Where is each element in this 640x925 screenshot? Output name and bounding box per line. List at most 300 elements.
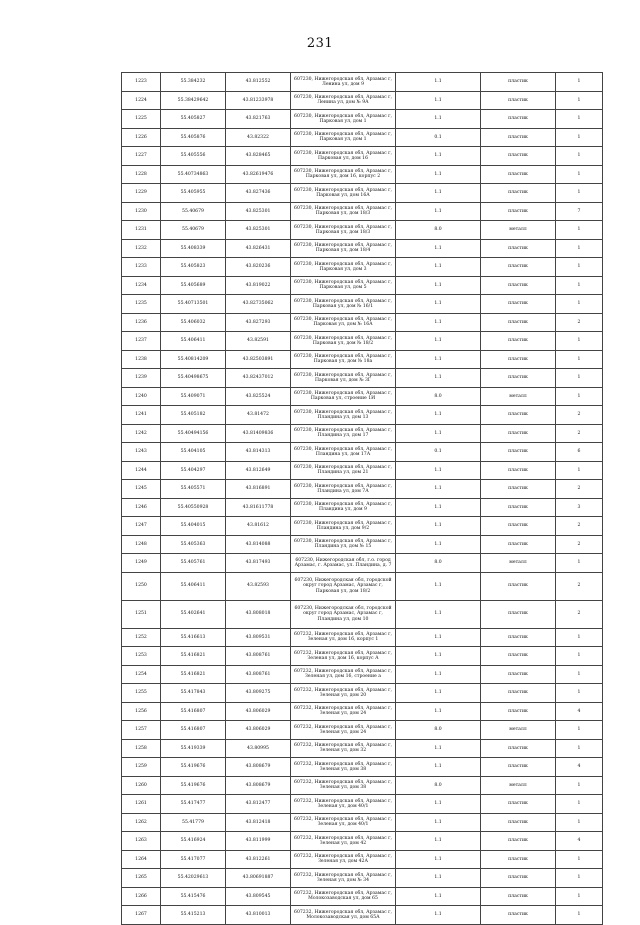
- address-cell: 607232, Нижегородская обл, Арзамас г, Зеленая ул, дом 38: [291, 758, 396, 777]
- longitude-cell: 43.808761: [226, 665, 291, 684]
- longitude-cell: 43.820236: [226, 258, 291, 277]
- longitude-cell: 43.806029: [226, 721, 291, 740]
- address-cell: 607230, Нижегородская обл, Арзамас г, Парковая ул, дом № 18а: [291, 350, 396, 369]
- table-row: [122, 424, 603, 443]
- container-volume-cell: 1.1: [396, 600, 481, 628]
- container-material-cell: металл: [481, 554, 556, 573]
- row-number: 1258: [122, 739, 161, 758]
- container-count-cell: 1: [556, 721, 603, 740]
- longitude-cell: 43.827436: [226, 184, 291, 203]
- container-count-cell: 3: [556, 498, 603, 517]
- longitude-cell: 43.81409836: [226, 424, 291, 443]
- latitude-cell: 55.404015: [161, 517, 226, 536]
- container-count-cell: 1: [556, 276, 603, 295]
- row-number: 1259: [122, 758, 161, 777]
- row-number: 1240: [122, 387, 161, 406]
- container-volume-cell: 1.1: [396, 869, 481, 888]
- latitude-cell: 55.384232: [161, 73, 226, 92]
- table-row: [122, 443, 603, 462]
- table-row: [122, 91, 603, 110]
- address-cell: 607232, Нижегородская обл, Арзамас г, Зеленая ул, дом 16, корпус 1: [291, 628, 396, 647]
- address-cell: 607232, Нижегородская обл, Арзамас г, Зеленая ул, дом 24: [291, 721, 396, 740]
- container-count-cell: 1: [556, 813, 603, 832]
- row-number: 1234: [122, 276, 161, 295]
- address-cell: 607230, Нижегородская обл, городской округ город Арзамас, Арзамас г, Пландина ул, дом 10: [291, 600, 396, 628]
- address-cell: 607232, Нижегородская обл, Арзамас г, Зеленая ул, дом 16, корпус А: [291, 647, 396, 666]
- address-cell: 607230, Нижегородская обл, Арзамас г, Парковая ул, дом 16: [291, 147, 396, 166]
- container-volume-cell: 1.1: [396, 628, 481, 647]
- table-row: [122, 295, 603, 314]
- container-sites-table: [121, 72, 603, 925]
- container-count-cell: 1: [556, 795, 603, 814]
- table-row: [122, 739, 603, 758]
- row-number: 1253: [122, 647, 161, 666]
- container-material-cell: пластик: [481, 813, 556, 832]
- latitude-cell: 55.404105: [161, 443, 226, 462]
- container-volume-cell: 1.1: [396, 258, 481, 277]
- row-number: 1227: [122, 147, 161, 166]
- container-material-cell: пластик: [481, 313, 556, 332]
- container-material-cell: пластик: [481, 850, 556, 869]
- container-volume-cell: 1.1: [396, 184, 481, 203]
- container-count-cell: 1: [556, 554, 603, 573]
- container-volume-cell: 1.1: [396, 461, 481, 480]
- latitude-cell: 55.40494156: [161, 424, 226, 443]
- table-row: [122, 665, 603, 684]
- container-material-cell: пластик: [481, 276, 556, 295]
- container-count-cell: 1: [556, 647, 603, 666]
- container-count-cell: 2: [556, 572, 603, 600]
- table-row: [122, 517, 603, 536]
- container-count-cell: 1: [556, 628, 603, 647]
- latitude-cell: 55.416821: [161, 665, 226, 684]
- table-row: [122, 850, 603, 869]
- address-cell: 607232, Нижегородская обл, Арзамас г, Зеленая ул, дом 20: [291, 684, 396, 703]
- address-cell: 607230, Нижегородская обл, городской округ город Арзамас, Арзамас г, Парковая ул, дом 18/2: [291, 572, 396, 600]
- table-row: [122, 572, 603, 600]
- latitude-cell: 55.416807: [161, 721, 226, 740]
- container-count-cell: 7: [556, 202, 603, 221]
- container-count-cell: 2: [556, 517, 603, 536]
- table-row: [122, 869, 603, 888]
- container-material-cell: пластик: [481, 110, 556, 129]
- container-volume-cell: 1.1: [396, 850, 481, 869]
- row-number: 1237: [122, 332, 161, 351]
- address-cell: 607230, Нижегородская обл, Арзамас г, Парковая ул, дом 16, корпус 2: [291, 165, 396, 184]
- address-cell: 607230, Нижегородская обл, Арзамас г, Пландина ул, дом 17: [291, 424, 396, 443]
- container-material-cell: пластик: [481, 887, 556, 906]
- longitude-cell: 43.814088: [226, 535, 291, 554]
- container-material-cell: пластик: [481, 295, 556, 314]
- row-number: 1261: [122, 795, 161, 814]
- longitude-cell: 43.82619476: [226, 165, 291, 184]
- longitude-cell: 43.812477: [226, 795, 291, 814]
- address-cell: 607232, Нижегородская обл, Арзамас г, Зеленая ул, дом № 34: [291, 869, 396, 888]
- latitude-cell: 55.405823: [161, 258, 226, 277]
- page-number: 231: [306, 36, 334, 51]
- container-volume-cell: 1.1: [396, 498, 481, 517]
- latitude-cell: 55.42029613: [161, 869, 226, 888]
- container-material-cell: металл: [481, 387, 556, 406]
- row-number: 1242: [122, 424, 161, 443]
- row-number: 1244: [122, 461, 161, 480]
- table-row: [122, 600, 603, 628]
- latitude-cell: 55.416924: [161, 832, 226, 851]
- table-row: [122, 369, 603, 388]
- row-number: 1228: [122, 165, 161, 184]
- latitude-cell: 55.405182: [161, 406, 226, 425]
- container-material-cell: пластик: [481, 165, 556, 184]
- latitude-cell: 55.416821: [161, 647, 226, 666]
- address-cell: 607230, Нижегородская обл, Арзамас г, Парковая ул, дом 16А: [291, 184, 396, 203]
- longitude-cell: 43.825301: [226, 221, 291, 240]
- container-material-cell: пластик: [481, 795, 556, 814]
- address-cell: 607230, Нижегородская обл, Арзамас г, Парковая ул, дом № 16А: [291, 313, 396, 332]
- container-volume-cell: 1.1: [396, 832, 481, 851]
- container-volume-cell: 8.0: [396, 387, 481, 406]
- container-volume-cell: 1.1: [396, 91, 481, 110]
- address-cell: 607230, Нижегородская обл, Арзамас г, Пландина ул, дом 9/2: [291, 517, 396, 536]
- longitude-cell: 43.826431: [226, 239, 291, 258]
- table-row: [122, 906, 603, 925]
- container-material-cell: пластик: [481, 147, 556, 166]
- table-row: [122, 221, 603, 240]
- container-material-cell: пластик: [481, 517, 556, 536]
- latitude-cell: 55.416807: [161, 702, 226, 721]
- table-row: [122, 239, 603, 258]
- container-material-cell: пластик: [481, 202, 556, 221]
- container-volume-cell: 1.1: [396, 758, 481, 777]
- container-material-cell: пластик: [481, 128, 556, 147]
- container-count-cell: 1: [556, 776, 603, 795]
- container-material-cell: пластик: [481, 258, 556, 277]
- address-cell: 607232, Нижегородская обл, Арзамас г, Зеленая ул, дом 16, строение а: [291, 665, 396, 684]
- container-count-cell: 1: [556, 850, 603, 869]
- address-cell: 607230, Нижегородская обл, Арзамас г, Парковая ул, дом 5: [291, 276, 396, 295]
- container-count-cell: 1: [556, 165, 603, 184]
- row-number: 1255: [122, 684, 161, 703]
- container-volume-cell: 1.1: [396, 73, 481, 92]
- row-number: 1267: [122, 906, 161, 925]
- table-row: [122, 406, 603, 425]
- longitude-cell: 43.825301: [226, 202, 291, 221]
- address-cell: 607230, Нижегородская обл, Арзамас г, Парковая ул, дом 1: [291, 110, 396, 129]
- latitude-cell: 55.409071: [161, 387, 226, 406]
- container-material-cell: пластик: [481, 600, 556, 628]
- container-material-cell: пластик: [481, 869, 556, 888]
- container-material-cell: пластик: [481, 184, 556, 203]
- longitude-cell: 43.811999: [226, 832, 291, 851]
- address-cell: 607230, Нижегородская обл, Арзамас г, Ленина ул, дом № 9А: [291, 91, 396, 110]
- container-material-cell: пластик: [481, 906, 556, 925]
- row-number: 1256: [122, 702, 161, 721]
- row-number: 1263: [122, 832, 161, 851]
- container-material-cell: пластик: [481, 332, 556, 351]
- longitude-cell: 43.821763: [226, 110, 291, 129]
- container-count-cell: 1: [556, 387, 603, 406]
- latitude-cell: 55.416613: [161, 628, 226, 647]
- longitude-cell: 43.809531: [226, 628, 291, 647]
- row-number: 1235: [122, 295, 161, 314]
- container-volume-cell: 1.1: [396, 517, 481, 536]
- table-row: [122, 258, 603, 277]
- container-count-cell: 1: [556, 684, 603, 703]
- container-volume-cell: 1.1: [396, 702, 481, 721]
- latitude-cell: 55.415476: [161, 887, 226, 906]
- longitude-cell: 43.81472: [226, 406, 291, 425]
- longitude-cell: 43.81233978: [226, 91, 291, 110]
- container-volume-cell: 0.1: [396, 443, 481, 462]
- latitude-cell: 55.38429642: [161, 91, 226, 110]
- address-cell: 607232, Нижегородская обл, Арзамас г, Зеленая ул, дом 42: [291, 832, 396, 851]
- table-row: [122, 147, 603, 166]
- container-count-cell: 2: [556, 424, 603, 443]
- latitude-cell: 55.40679: [161, 202, 226, 221]
- longitude-cell: 43.82503891: [226, 350, 291, 369]
- table-row: [122, 128, 603, 147]
- container-count-cell: 1: [556, 221, 603, 240]
- container-count-cell: 2: [556, 480, 603, 499]
- address-cell: 607230, Нижегородская обл, Арзамас г, Парковая ул, дом 18/3: [291, 202, 396, 221]
- address-cell: 607232, Нижегородская обл, Арзамас г, Зеленая ул, дом 40/1: [291, 813, 396, 832]
- row-number: 1224: [122, 91, 161, 110]
- longitude-cell: 43.817493: [226, 554, 291, 573]
- longitude-cell: 43.81611778: [226, 498, 291, 517]
- table-row: [122, 110, 603, 129]
- latitude-cell: 55.405827: [161, 110, 226, 129]
- table-row: [122, 832, 603, 851]
- container-volume-cell: 1.1: [396, 202, 481, 221]
- container-count-cell: 1: [556, 258, 603, 277]
- latitude-cell: 55.419676: [161, 758, 226, 777]
- address-cell: 607230, Нижегородская обл, Арзамас г, Пландина ул, дом 21: [291, 461, 396, 480]
- row-number: 1238: [122, 350, 161, 369]
- longitude-cell: 43.808679: [226, 776, 291, 795]
- row-number: 1245: [122, 480, 161, 499]
- address-cell: 607230, Нижегородская обл, Арзамас г, Пландина ул, дом 13: [291, 406, 396, 425]
- longitude-cell: 43.814313: [226, 443, 291, 462]
- longitude-cell: 43.812261: [226, 850, 291, 869]
- table-row: [122, 387, 603, 406]
- longitude-cell: 43.819022: [226, 276, 291, 295]
- table-row: [122, 480, 603, 499]
- longitude-cell: 43.82593: [226, 572, 291, 600]
- container-volume-cell: 1.1: [396, 332, 481, 351]
- address-cell: 607232, Нижегородская обл, Арзамас г, Молокозаводская ул, дом 65: [291, 887, 396, 906]
- table-row: [122, 554, 603, 573]
- container-count-cell: 1: [556, 110, 603, 129]
- latitude-cell: 55.40498675: [161, 369, 226, 388]
- latitude-cell: 55.40713501: [161, 295, 226, 314]
- container-volume-cell: 0.1: [396, 128, 481, 147]
- longitude-cell: 43.806029: [226, 702, 291, 721]
- container-volume-cell: 1.1: [396, 313, 481, 332]
- container-count-cell: 2: [556, 313, 603, 332]
- longitude-cell: 43.812552: [226, 73, 291, 92]
- row-number: 1248: [122, 535, 161, 554]
- container-count-cell: 1: [556, 461, 603, 480]
- latitude-cell: 55.41779: [161, 813, 226, 832]
- container-count-cell: 1: [556, 350, 603, 369]
- container-count-cell: 6: [556, 443, 603, 462]
- longitude-cell: 43.82322: [226, 128, 291, 147]
- longitude-cell: 43.808018: [226, 600, 291, 628]
- container-volume-cell: 1.1: [396, 665, 481, 684]
- latitude-cell: 55.405363: [161, 535, 226, 554]
- table-row: [122, 165, 603, 184]
- container-volume-cell: 1.1: [396, 906, 481, 925]
- longitude-cell: 43.809275: [226, 684, 291, 703]
- address-cell: 607230, Нижегородская обл, Арзамас г, Пландина ул, дом 7А: [291, 480, 396, 499]
- container-volume-cell: 1.1: [396, 535, 481, 554]
- latitude-cell: 55.408339: [161, 239, 226, 258]
- table-row: [122, 684, 603, 703]
- container-material-cell: пластик: [481, 628, 556, 647]
- longitude-cell: 43.80995: [226, 739, 291, 758]
- container-material-cell: пластик: [481, 832, 556, 851]
- row-number: 1265: [122, 869, 161, 888]
- address-cell: 607230, Нижегородская обл, Арзамас г, Парковая ул, дом 18/4: [291, 239, 396, 258]
- table-row: [122, 313, 603, 332]
- table-row: [122, 350, 603, 369]
- latitude-cell: 55.405689: [161, 276, 226, 295]
- container-material-cell: пластик: [481, 424, 556, 443]
- container-volume-cell: 1.1: [396, 165, 481, 184]
- container-volume-cell: 1.1: [396, 350, 481, 369]
- row-number: 1232: [122, 239, 161, 258]
- container-material-cell: пластик: [481, 443, 556, 462]
- address-cell: 607232, Нижегородская обл, Арзамас г, Зеленая ул, дом 38: [291, 776, 396, 795]
- row-number: 1225: [122, 110, 161, 129]
- container-material-cell: пластик: [481, 461, 556, 480]
- latitude-cell: 55.404297: [161, 461, 226, 480]
- container-volume-cell: 1.1: [396, 739, 481, 758]
- longitude-cell: 43.827293: [226, 313, 291, 332]
- latitude-cell: 55.40814209: [161, 350, 226, 369]
- container-material-cell: пластик: [481, 665, 556, 684]
- container-volume-cell: 1.1: [396, 572, 481, 600]
- latitude-cell: 55.417843: [161, 684, 226, 703]
- table-row: [122, 498, 603, 517]
- container-material-cell: металл: [481, 776, 556, 795]
- row-number: 1243: [122, 443, 161, 462]
- container-count-cell: 1: [556, 184, 603, 203]
- latitude-cell: 55.419676: [161, 776, 226, 795]
- table-row: [122, 776, 603, 795]
- table-row: [122, 332, 603, 351]
- row-number: 1251: [122, 600, 161, 628]
- container-count-cell: 4: [556, 702, 603, 721]
- row-number: 1230: [122, 202, 161, 221]
- container-count-cell: 1: [556, 906, 603, 925]
- container-count-cell: 1: [556, 91, 603, 110]
- container-volume-cell: 1.1: [396, 369, 481, 388]
- table-row: [122, 813, 603, 832]
- container-count-cell: 1: [556, 739, 603, 758]
- address-cell: 607230, Нижегородская обл, Арзамас г, Пландина ул, дом № 15: [291, 535, 396, 554]
- container-count-cell: 1: [556, 128, 603, 147]
- container-volume-cell: 1.1: [396, 813, 481, 832]
- container-count-cell: 1: [556, 369, 603, 388]
- container-count-cell: 1: [556, 73, 603, 92]
- container-count-cell: 2: [556, 600, 603, 628]
- container-count-cell: 4: [556, 758, 603, 777]
- container-volume-cell: 8.0: [396, 776, 481, 795]
- row-number: 1252: [122, 628, 161, 647]
- longitude-cell: 43.81612: [226, 517, 291, 536]
- container-material-cell: металл: [481, 221, 556, 240]
- container-volume-cell: 1.1: [396, 406, 481, 425]
- table-row: [122, 184, 603, 203]
- row-number: 1233: [122, 258, 161, 277]
- longitude-cell: 43.810013: [226, 906, 291, 925]
- container-count-cell: 1: [556, 665, 603, 684]
- container-count-cell: 1: [556, 869, 603, 888]
- container-volume-cell: 1.1: [396, 147, 481, 166]
- table-row: [122, 202, 603, 221]
- container-volume-cell: 8.0: [396, 721, 481, 740]
- container-volume-cell: 1.1: [396, 795, 481, 814]
- container-volume-cell: 1.1: [396, 239, 481, 258]
- latitude-cell: 55.40734863: [161, 165, 226, 184]
- longitude-cell: 43.825524: [226, 387, 291, 406]
- container-volume-cell: 1.1: [396, 647, 481, 666]
- container-count-cell: 2: [556, 535, 603, 554]
- container-material-cell: пластик: [481, 406, 556, 425]
- row-number: 1241: [122, 406, 161, 425]
- row-number: 1246: [122, 498, 161, 517]
- row-number: 1266: [122, 887, 161, 906]
- table-row: [122, 647, 603, 666]
- latitude-cell: 55.40679: [161, 221, 226, 240]
- container-volume-cell: 1.1: [396, 110, 481, 129]
- latitude-cell: 55.415213: [161, 906, 226, 925]
- row-number: 1262: [122, 813, 161, 832]
- latitude-cell: 55.406032: [161, 313, 226, 332]
- address-cell: 607230, Нижегородская обл, Арзамас г, Парковая ул, дом № 16/1: [291, 295, 396, 314]
- row-number: 1236: [122, 313, 161, 332]
- container-volume-cell: 8.0: [396, 554, 481, 573]
- address-cell: 607232, Нижегородская обл, Арзамас г, Зеленая ул, дом 32: [291, 739, 396, 758]
- container-volume-cell: 1.1: [396, 480, 481, 499]
- container-material-cell: пластик: [481, 739, 556, 758]
- table-row: [122, 721, 603, 740]
- table-row: [122, 461, 603, 480]
- container-material-cell: пластик: [481, 702, 556, 721]
- latitude-cell: 55.405955: [161, 184, 226, 203]
- longitude-cell: 43.82735062: [226, 295, 291, 314]
- latitude-cell: 55.40550928: [161, 498, 226, 517]
- latitude-cell: 55.417077: [161, 850, 226, 869]
- latitude-cell: 55.405761: [161, 554, 226, 573]
- container-material-cell: пластик: [481, 647, 556, 666]
- container-count-cell: 1: [556, 332, 603, 351]
- address-cell: 607232, Нижегородская обл, Арзамас г, Зеленая ул, дом 42А: [291, 850, 396, 869]
- latitude-cell: 55.406411: [161, 572, 226, 600]
- table-row: [122, 758, 603, 777]
- row-number: 1264: [122, 850, 161, 869]
- table-row: [122, 535, 603, 554]
- table-row: [122, 276, 603, 295]
- container-material-cell: пластик: [481, 535, 556, 554]
- address-cell: 607232, Нижегородская обл, Арзамас г, Молокозаводская ул, дом 65А: [291, 906, 396, 925]
- container-material-cell: пластик: [481, 572, 556, 600]
- container-material-cell: пластик: [481, 498, 556, 517]
- row-number: 1250: [122, 572, 161, 600]
- address-cell: 607230, Нижегородская обл, Арзамас г, Парковая ул, дом 18/3: [291, 221, 396, 240]
- address-cell: 607232, Нижегородская обл, Арзамас г, Зеленая ул, дом 24: [291, 702, 396, 721]
- longitude-cell: 43.80691887: [226, 869, 291, 888]
